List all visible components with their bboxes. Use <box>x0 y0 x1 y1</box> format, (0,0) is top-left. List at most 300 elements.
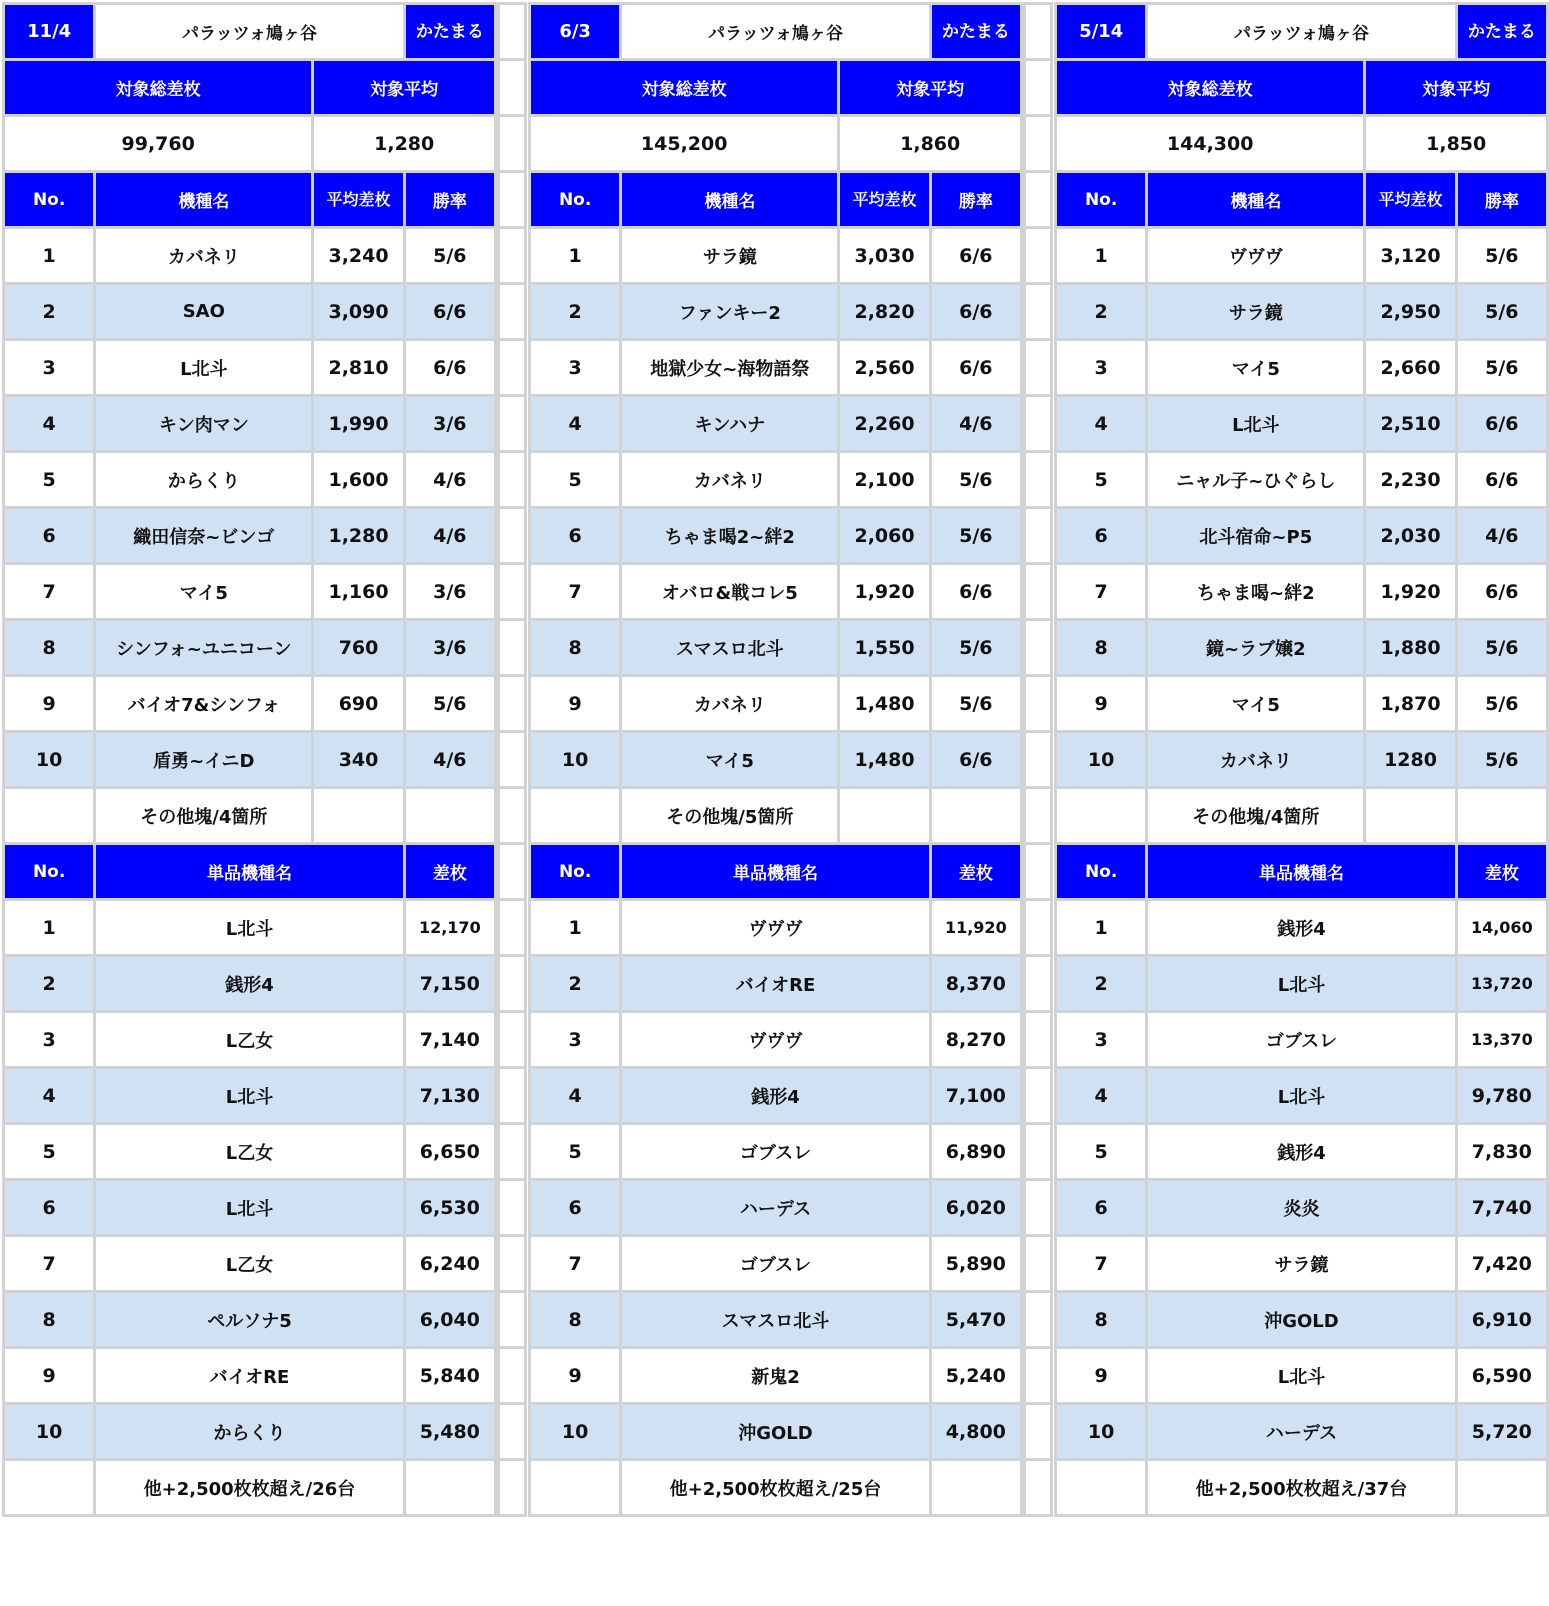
empty-cell <box>530 1460 621 1516</box>
diff-cell: 6,240 <box>404 1236 495 1292</box>
machine-name-cell: ちゃま喝2~絆2 <box>621 508 839 564</box>
machine-name-cell: SAO <box>95 284 313 340</box>
single-other-row <box>4 1460 496 1516</box>
single-name-cell: ゴブスレ <box>621 1236 930 1292</box>
table-row <box>1056 1124 1548 1180</box>
rank-cell: 1 <box>4 228 95 284</box>
single-name-cell: サラ鏡 <box>1147 1236 1456 1292</box>
diff-cell: 7,740 <box>1456 1180 1547 1236</box>
machine-name-cell: サラ鏡 <box>1147 284 1365 340</box>
rank-cell: 5 <box>1056 1124 1147 1180</box>
diff-cell: 7,140 <box>404 1012 495 1068</box>
gap-row <box>1025 228 1052 284</box>
summary-header-row <box>530 60 1022 116</box>
table-row <box>1056 340 1548 396</box>
machine-name-cell: ヴヴヴ <box>1147 228 1365 284</box>
gap-row <box>1025 4 1052 60</box>
table-row <box>530 1292 1022 1348</box>
gap-cell <box>499 4 526 60</box>
rank-cell: 8 <box>4 620 95 676</box>
gap-cell <box>499 844 526 900</box>
table-row <box>4 508 496 564</box>
single-name-cell: L乙女 <box>95 1124 404 1180</box>
empty-cell <box>4 788 95 844</box>
gap-row <box>1025 732 1052 788</box>
gap-cell <box>499 1012 526 1068</box>
machine-name-cell: 盾勇~イニD <box>95 732 313 788</box>
rank-cell: 4 <box>530 1068 621 1124</box>
gap-cell <box>499 228 526 284</box>
gap-cell <box>1025 396 1052 452</box>
column-gap <box>1023 2 1053 1602</box>
gap-cell <box>499 1124 526 1180</box>
gap-cell <box>499 396 526 452</box>
rank-cell: 5 <box>530 1124 621 1180</box>
gap-cell <box>1025 1236 1052 1292</box>
col-machine-name: 機種名 <box>1147 172 1365 228</box>
rank-cell: 10 <box>530 732 621 788</box>
gap-row <box>1025 1404 1052 1460</box>
gap-cell <box>1025 1012 1052 1068</box>
gap-row <box>1025 788 1052 844</box>
table-row <box>1056 1012 1548 1068</box>
single-name-cell: ペルソナ5 <box>95 1292 404 1348</box>
table-row <box>4 1012 496 1068</box>
date-label: 11/4 <box>4 4 95 60</box>
table-row <box>1056 620 1548 676</box>
table-row <box>530 284 1022 340</box>
avg-diff-cell: 1,480 <box>839 732 930 788</box>
col-diff: 差枚 <box>930 844 1021 900</box>
rank-cell: 9 <box>530 676 621 732</box>
date-label: 6/3 <box>530 4 621 60</box>
avg-label: 対象平均 <box>839 60 1022 116</box>
single-name-cell: 銭形4 <box>1147 1124 1456 1180</box>
avg-diff-cell: 1,160 <box>313 564 404 620</box>
avg-diff-cell: 690 <box>313 676 404 732</box>
rank-cell: 5 <box>4 452 95 508</box>
rank-cell: 2 <box>530 956 621 1012</box>
avg-diff-cell: 1,550 <box>839 620 930 676</box>
gap-row <box>499 676 526 732</box>
avg-diff-cell: 2,950 <box>1365 284 1456 340</box>
diff-cell: 13,370 <box>1456 1012 1547 1068</box>
gap-row <box>1025 284 1052 340</box>
summary-header-row <box>1056 60 1548 116</box>
table-row <box>4 1180 496 1236</box>
win-rate-cell: 6/6 <box>1456 396 1547 452</box>
rank-cell: 9 <box>1056 1348 1147 1404</box>
diff-cell: 5,480 <box>404 1404 495 1460</box>
col-win-rate: 勝率 <box>930 172 1021 228</box>
table-row <box>530 1068 1022 1124</box>
single-name-cell: バイオRE <box>621 956 930 1012</box>
machine-name-cell: 鏡~ラブ嬢2 <box>1147 620 1365 676</box>
rank-cell: 7 <box>530 564 621 620</box>
gap-cell <box>499 340 526 396</box>
machine-name-cell: L北斗 <box>95 340 313 396</box>
win-rate-cell: 5/6 <box>1456 340 1547 396</box>
gap-cell <box>499 116 526 172</box>
rank-cell: 8 <box>4 1292 95 1348</box>
table-row <box>530 676 1022 732</box>
rank-cell: 4 <box>530 396 621 452</box>
machine-name-cell: カバネリ <box>621 452 839 508</box>
gap-row <box>1025 1292 1052 1348</box>
total-label: 対象総差枚 <box>1056 60 1365 116</box>
single-other-label: 他+2,500枚枚超え/25台 <box>621 1460 930 1516</box>
gap-row <box>1025 60 1052 116</box>
win-rate-cell: 5/6 <box>1456 228 1547 284</box>
rank-cell: 1 <box>1056 900 1147 956</box>
machine-name-cell: オバロ&戦コレ5 <box>621 564 839 620</box>
table-row <box>4 284 496 340</box>
gap-cell <box>1025 1068 1052 1124</box>
rank-cell: 2 <box>1056 956 1147 1012</box>
column-gap <box>497 2 527 1602</box>
single-name-cell: スマスロ北斗 <box>621 1292 930 1348</box>
avg-diff-cell: 1,600 <box>313 452 404 508</box>
table-row <box>530 228 1022 284</box>
avg-value: 1,860 <box>839 116 1022 172</box>
win-rate-cell: 6/6 <box>930 228 1021 284</box>
win-rate-cell: 4/6 <box>1456 508 1547 564</box>
machine-name-cell: からくり <box>95 452 313 508</box>
table-row <box>4 1124 496 1180</box>
avg-diff-cell: 2,060 <box>839 508 930 564</box>
summary-header-row <box>4 60 496 116</box>
machine-other-row <box>530 788 1022 844</box>
empty-cell <box>4 1460 95 1516</box>
diff-cell: 6,040 <box>404 1292 495 1348</box>
rank-cell: 7 <box>1056 1236 1147 1292</box>
rank-cell: 7 <box>530 1236 621 1292</box>
avg-diff-cell: 3,240 <box>313 228 404 284</box>
table-row <box>530 396 1022 452</box>
diff-cell: 13,720 <box>1456 956 1547 1012</box>
gap-cell <box>1025 564 1052 620</box>
empty-cell <box>1056 1460 1147 1516</box>
table-row <box>530 1236 1022 1292</box>
gap-cell <box>499 284 526 340</box>
gap-cell <box>499 1180 526 1236</box>
rank-cell: 9 <box>4 676 95 732</box>
total-label: 対象総差枚 <box>4 60 313 116</box>
diff-cell: 6,910 <box>1456 1292 1547 1348</box>
gap-cell <box>1025 1404 1052 1460</box>
win-rate-cell: 5/6 <box>930 620 1021 676</box>
gap-cell <box>499 564 526 620</box>
table-row <box>1056 396 1548 452</box>
col-single-name: 単品機種名 <box>1147 844 1456 900</box>
avg-diff-cell: 1280 <box>1365 732 1456 788</box>
gap-row <box>1025 1460 1052 1516</box>
gap-cell <box>1025 732 1052 788</box>
rank-cell: 1 <box>4 900 95 956</box>
gap-row <box>499 228 526 284</box>
gap-cell <box>499 676 526 732</box>
diff-cell: 7,150 <box>404 956 495 1012</box>
gap-cell <box>1025 956 1052 1012</box>
gap-cell <box>1025 1460 1052 1516</box>
machine-name-cell: L北斗 <box>1147 396 1365 452</box>
machine-name-cell: マイ5 <box>1147 340 1365 396</box>
single-other-row <box>530 1460 1022 1516</box>
gap-row <box>499 1348 526 1404</box>
table-row <box>530 900 1022 956</box>
table-row <box>530 1012 1022 1068</box>
gap-row <box>1025 508 1052 564</box>
avg-diff-cell: 2,820 <box>839 284 930 340</box>
gap-row <box>1025 452 1052 508</box>
diff-cell: 6,650 <box>404 1124 495 1180</box>
rank-cell: 1 <box>530 900 621 956</box>
machine-header-row <box>1056 172 1548 228</box>
gap-cell <box>1025 452 1052 508</box>
machine-name-cell: サラ鏡 <box>621 228 839 284</box>
avg-diff-cell: 2,510 <box>1365 396 1456 452</box>
machine-name-cell: ちゃま喝~絆2 <box>1147 564 1365 620</box>
diff-cell: 6,020 <box>930 1180 1021 1236</box>
gap-cell <box>1025 116 1052 172</box>
gap-cell <box>499 788 526 844</box>
table-row <box>530 1124 1022 1180</box>
machine-name-cell: シンフォ~ユニコーン <box>95 620 313 676</box>
gap-cell <box>1025 60 1052 116</box>
win-rate-cell: 4/6 <box>404 508 495 564</box>
table-row <box>4 1348 496 1404</box>
rank-cell: 5 <box>4 1124 95 1180</box>
rank-cell: 10 <box>4 732 95 788</box>
gap-cell <box>499 60 526 116</box>
gap-row <box>1025 116 1052 172</box>
machine-name-cell: カバネリ <box>1147 732 1365 788</box>
table-row <box>1056 284 1548 340</box>
gap-row <box>499 956 526 1012</box>
gap-cell <box>499 1404 526 1460</box>
rank-cell: 10 <box>530 1404 621 1460</box>
diff-cell: 7,830 <box>1456 1124 1547 1180</box>
avg-value: 1,850 <box>1365 116 1548 172</box>
summary-value-row <box>1056 116 1548 172</box>
single-name-cell: ハーデス <box>621 1180 930 1236</box>
rank-cell: 9 <box>530 1348 621 1404</box>
avg-diff-cell: 1,880 <box>1365 620 1456 676</box>
report-block-1 <box>2 2 497 1517</box>
gap-row <box>1025 1180 1052 1236</box>
win-rate-cell: 5/6 <box>1456 732 1547 788</box>
table-row <box>1056 956 1548 1012</box>
gap-row <box>499 4 526 60</box>
gap-cell <box>499 900 526 956</box>
empty-cell <box>1056 788 1147 844</box>
gap-row <box>1025 564 1052 620</box>
gap-row <box>1025 396 1052 452</box>
table-row <box>4 676 496 732</box>
diff-cell: 12,170 <box>404 900 495 956</box>
single-header-row <box>530 844 1022 900</box>
table-row <box>4 564 496 620</box>
total-label: 対象総差枚 <box>530 60 839 116</box>
table-row <box>4 340 496 396</box>
rank-cell: 6 <box>1056 1180 1147 1236</box>
col-single-name: 単品機種名 <box>95 844 404 900</box>
table-row <box>4 1068 496 1124</box>
single-name-cell: L北斗 <box>1147 1348 1456 1404</box>
single-name-cell: ヴヴヴ <box>621 1012 930 1068</box>
total-value: 99,760 <box>4 116 313 172</box>
machine-name-cell: マイ5 <box>95 564 313 620</box>
table-row <box>530 1404 1022 1460</box>
gap-cell <box>1025 228 1052 284</box>
table-row <box>1056 1404 1548 1460</box>
avg-diff-cell: 2,100 <box>839 452 930 508</box>
machine-name-cell: マイ5 <box>621 732 839 788</box>
gap-table <box>497 2 527 1517</box>
win-rate-cell: 3/6 <box>404 620 495 676</box>
machine-other-label: その他塊/4箇所 <box>1147 788 1365 844</box>
diff-cell: 11,920 <box>930 900 1021 956</box>
gap-cell <box>1025 676 1052 732</box>
avg-diff-cell: 1,920 <box>839 564 930 620</box>
rank-cell: 3 <box>4 1012 95 1068</box>
avg-diff-cell: 1,990 <box>313 396 404 452</box>
rank-cell: 8 <box>530 1292 621 1348</box>
machine-other-row <box>1056 788 1548 844</box>
empty-cell <box>839 788 930 844</box>
gap-row <box>499 508 526 564</box>
rank-cell: 10 <box>4 1404 95 1460</box>
gap-row <box>499 284 526 340</box>
gap-cell <box>499 732 526 788</box>
gap-cell <box>1025 1124 1052 1180</box>
diff-cell: 5,720 <box>1456 1404 1547 1460</box>
single-name-cell: L北斗 <box>95 900 404 956</box>
avg-diff-cell: 760 <box>313 620 404 676</box>
tag-label: かたまる <box>404 4 495 60</box>
table-row <box>1056 1236 1548 1292</box>
gap-row <box>1025 1068 1052 1124</box>
col-avg-diff: 平均差枚 <box>839 172 930 228</box>
gap-cell <box>1025 1348 1052 1404</box>
avg-value: 1,280 <box>313 116 496 172</box>
table-row <box>4 620 496 676</box>
col-no: No. <box>4 172 95 228</box>
col-no: No. <box>530 844 621 900</box>
summary-value-row <box>4 116 496 172</box>
table-row <box>1056 452 1548 508</box>
col-machine-name: 機種名 <box>95 172 313 228</box>
win-rate-cell: 4/6 <box>404 732 495 788</box>
tag-label: かたまる <box>930 4 1021 60</box>
gap-row <box>499 1180 526 1236</box>
single-name-cell: バイオRE <box>95 1348 404 1404</box>
win-rate-cell: 3/6 <box>404 396 495 452</box>
gap-cell <box>1025 1180 1052 1236</box>
rank-cell: 6 <box>4 1180 95 1236</box>
gap-row <box>499 340 526 396</box>
empty-cell <box>1456 788 1547 844</box>
report-block-3 <box>1054 2 1549 1517</box>
avg-label: 対象平均 <box>1365 60 1548 116</box>
rank-cell: 1 <box>1056 228 1147 284</box>
single-name-cell: L乙女 <box>95 1012 404 1068</box>
gap-row <box>499 620 526 676</box>
machine-name-cell: 北斗宿命~P5 <box>1147 508 1365 564</box>
gap-cell <box>499 1292 526 1348</box>
single-name-cell: L北斗 <box>95 1068 404 1124</box>
win-rate-cell: 6/6 <box>1456 564 1547 620</box>
gap-row <box>499 452 526 508</box>
table-row <box>4 956 496 1012</box>
rank-cell: 7 <box>4 564 95 620</box>
win-rate-cell: 4/6 <box>930 396 1021 452</box>
gap-cell <box>1025 900 1052 956</box>
machine-name-cell: カバネリ <box>95 228 313 284</box>
single-other-label: 他+2,500枚枚超え/37台 <box>1147 1460 1456 1516</box>
table-row <box>4 452 496 508</box>
avg-label: 対象平均 <box>313 60 496 116</box>
table-row <box>1056 1292 1548 1348</box>
diff-cell: 5,470 <box>930 1292 1021 1348</box>
gap-cell <box>499 1068 526 1124</box>
win-rate-cell: 5/6 <box>930 676 1021 732</box>
rank-cell: 6 <box>1056 508 1147 564</box>
avg-diff-cell: 2,030 <box>1365 508 1456 564</box>
rank-cell: 3 <box>530 1012 621 1068</box>
avg-diff-cell: 2,260 <box>839 396 930 452</box>
rank-cell: 3 <box>530 340 621 396</box>
single-other-label: 他+2,500枚枚超え/26台 <box>95 1460 404 1516</box>
rank-cell: 10 <box>1056 1404 1147 1460</box>
win-rate-cell: 5/6 <box>404 228 495 284</box>
rank-cell: 2 <box>4 956 95 1012</box>
empty-cell <box>404 788 495 844</box>
table-row <box>1056 508 1548 564</box>
col-win-rate: 勝率 <box>1456 172 1547 228</box>
total-value: 144,300 <box>1056 116 1365 172</box>
report-table <box>2 2 497 1517</box>
single-name-cell: 銭形4 <box>1147 900 1456 956</box>
table-row <box>1056 1068 1548 1124</box>
gap-row <box>499 1068 526 1124</box>
title-row <box>4 4 496 60</box>
rank-cell: 2 <box>530 284 621 340</box>
single-name-cell: ヴヴヴ <box>621 900 930 956</box>
avg-diff-cell: 2,230 <box>1365 452 1456 508</box>
single-name-cell: からくり <box>95 1404 404 1460</box>
rank-cell: 6 <box>530 508 621 564</box>
table-row <box>4 228 496 284</box>
empty-cell <box>404 1460 495 1516</box>
rank-cell: 4 <box>4 396 95 452</box>
rank-cell: 4 <box>4 1068 95 1124</box>
empty-cell <box>530 788 621 844</box>
summary-value-row <box>530 116 1022 172</box>
diff-cell: 7,100 <box>930 1068 1021 1124</box>
col-no: No. <box>530 172 621 228</box>
gap-cell <box>1025 284 1052 340</box>
rank-cell: 6 <box>4 508 95 564</box>
win-rate-cell: 5/6 <box>930 508 1021 564</box>
gap-row <box>1025 620 1052 676</box>
col-win-rate: 勝率 <box>404 172 495 228</box>
machine-name-cell: ファンキー2 <box>621 284 839 340</box>
gap-row <box>499 60 526 116</box>
gap-row <box>499 172 526 228</box>
win-rate-cell: 5/6 <box>404 676 495 732</box>
total-value: 145,200 <box>530 116 839 172</box>
